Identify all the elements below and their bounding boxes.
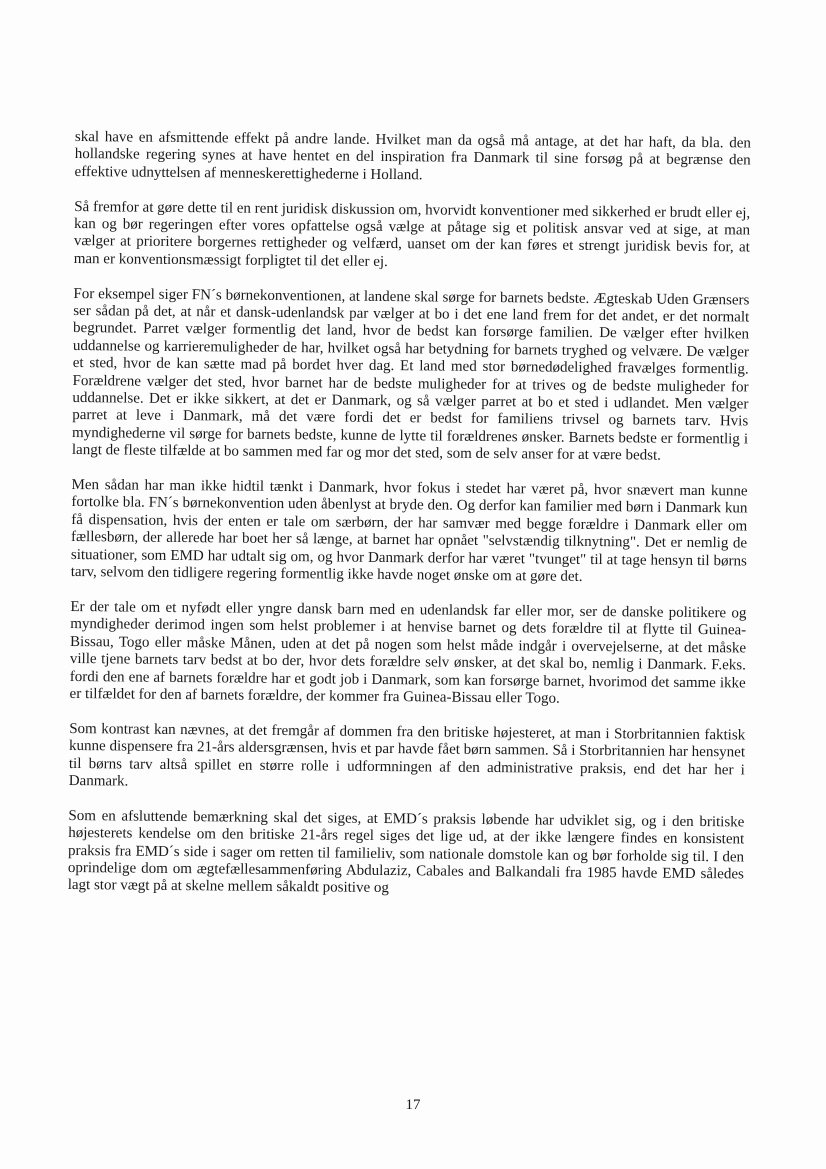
page-number: 17	[405, 1097, 421, 1113]
paragraph-1: skal have en afsmittende effekt på andre lande. Hvilket man da også må antage, at det har haft, da bla. den hollandske regering synes at have hentet en del inspiration fra Danmark til sine forsøg på at begrænse den effektive udnyttelsen af menneskerettighederne i Holland.	[74, 129, 751, 184]
paragraph-3: For eksempel siger FN´s børnekonventionen, at landene skal sørge for barnets bedste. Ægteskab Uden Grænsers ser sådan på det, at når et dansk-udenlandsk par vælger at bo i det ene land frem for det andet, er det normalt begrundet. Parret vælger formentlig det land, hvor de bedst kan forsørge familien. De vælger efter hvilken uddannelse og karrieremuligheder de har, hvilket også har betydning for barnets tryghed og velvære. De vælger et sted, hvor de kan sætte mad på bordet hver dag. Et land med stor børnedødelighed fravælges formentlig. Forældrene vælger det sted, hvor barnet har de bedste muligheder for at trives og de bedste muligheder for uddannelse. Det er ikke sikkert, at det er Danmark, og så vælger parret at bo et sted i udlandet. Men vælger parret at leve i Danmark, må det være fordi det er bedst for familiens trivsel og barnets tarv. Hvis myndighederne vil sørge for barnets bedste, kunne de lytte til forældrenes ønsker. Barnets bedste er formentlig i langt de fleste tilfælde at bo sammen med far og mor det sted, som de selv anser for at være bedst.	[71, 285, 750, 464]
paragraph-5: Er der tale om et nyfødt eller yngre dansk barn med en udenlandsk far eller mor, ser de danske politikere og myndigheder derimod ingen som helst problemer i at henvise barnet og dets forældre til at flytte til Guinea-Bissau, Togo eller måske Månen, uden at det på nogen som helst måde indgår i overvejelserne, at det måske ville tjene barnets tarv bedst at bo der, hvor dets forældre selv ønsker, at det skal bo, nemlig i Danmark. F.eks. fordi den ene af barnets forældre har et godt job i Danmark, som kan forsørge barnet, hvorimod det samme ikke er tilfældet for den af barnets forældre, der kommer fra Guinea-Bissau eller Togo.	[69, 598, 747, 707]
paragraph-6: Som kontrast kan nævnes, at det fremgår af dommen fra den britiske højesteret, at man i Storbritannien faktisk kunne dispensere fra 21-års aldersgrænsen, hvis et par havde fået børn sammen. Så i Storbritannien har hensynet til børns tarv altså spillet en større rolle i udformningen af den administrative praksis, end det har her i Danmark.	[68, 720, 746, 790]
paragraph-2: Så fremfor at gøre dette til en rent juridisk diskussion om, hvorvidt konventioner med sikkerhed er brudt eller ej, kan og bør regeringen efter vores opfattelse også vælge at påtage sig et politisk ansvar ved at sige, at man vælger at prioritere borgernes rettigheder og velfærd, uanset om der kan føres et strengt juridisk bevis for, at man er konventionsmæssigt forpligtet til det eller ej.	[73, 198, 751, 270]
body-text	[67, 129, 750, 919]
paragraph-7: Som en afsluttende bemærkning skal det siges, at EMD´s praksis løbende har udviklet sig, og i den britiske højesterets kendelse om den britiske 21-års regel siges det lige ud, at der ikke længere findes en konsistent praksis fra EMD´s side i sager om retten til familieliv, som nationale domstole kan og bør forholde sig til. I den oprindelige dom om ægtefællesammenføring Abdulaziz, Cabales and Balkandali fra 1985 havde EMD således lagt stor vægt på at skelne mellem såkaldt positive og	[67, 807, 745, 897]
paragraph-4: Men sådan har man ikke hidtil tænkt i Danmark, hvor fokus i stedet har været på, hvor snævert man kunne fortolke bla. FN´s børnekonvention uden åbenlyst at bryde den. Og derfor kan familier med børn i Danmark kun få dispensation, hvis der enten er tale om særbørn, der har samvær med begge forældre i Danmark eller om fællesbørn, der allerede har boet her så længe, at barnet har opnået "selvstændig tilknytning". Det er nemlig de situationer, som EMD har udtalt sig om, og hvor Danmark derfor har været "tvunget" til at tage hensyn til børns tarv, selvom den tidligere regering formentlig ikke havde noget ønske om at gøre det.	[70, 477, 748, 586]
